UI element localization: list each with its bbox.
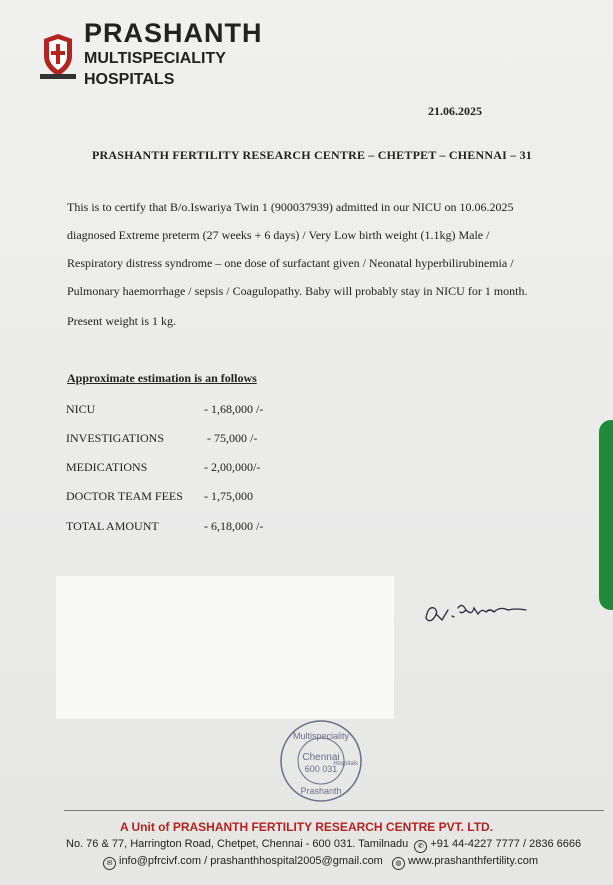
- footer-contact-line: [100, 855, 538, 870]
- estimation-label: DOCTOR TEAM FEES: [66, 489, 183, 503]
- footer-phone: +91 44-4227 7777 / 2836 6666: [430, 838, 582, 850]
- estimation-value: - 6,18,000 /-: [204, 519, 264, 533]
- email-icon: ✉: [103, 857, 116, 870]
- certificate-line: This is to certify that B/o.Iswariya Twin 1 (900037939) admitted in our NICU on 10.06.2025: [67, 200, 514, 214]
- certificate-line: Pulmonary haemorrhage / sepsis / Coagulopathy. Baby will probably stay in NICU for 1 month.: [67, 284, 528, 298]
- hospital-logo-icon: [40, 30, 76, 80]
- footer-address-line: [66, 838, 581, 853]
- footer-title: A Unit of PRASHANTH FERTILITY RESEARCH CENTRE PVT. LTD.: [119, 820, 494, 834]
- estimation-value: - 75,000 /-: [207, 431, 258, 445]
- footer-website: www.prashanthfertility.com: [407, 855, 538, 867]
- footer-address: No. 76 & 77, Harrington Road, Chetpet, Chennai - 600 031. Tamilnadu: [66, 838, 409, 850]
- footer-divider: [64, 810, 604, 811]
- hospital-logo-text: [84, 18, 263, 90]
- logo-line-2: MULTISPECIALITY: [84, 50, 226, 67]
- redacted-area: [56, 576, 394, 719]
- logo-line-1: PRASHANTH: [84, 18, 263, 48]
- document-date: 21.06.2025: [428, 104, 482, 118]
- seal-top-text: Multispeciality: [292, 731, 350, 741]
- seal-bottom-text: Prashanth: [300, 786, 342, 796]
- seal-pincode: 600 031: [304, 764, 338, 774]
- estimation-label: TOTAL AMOUNT: [66, 519, 159, 533]
- estimation-heading: Approximate estimation is an follows: [67, 371, 257, 385]
- doctor-signature: [422, 598, 534, 628]
- centre-title: PRASHANTH FERTILITY RESEARCH CENTRE – CHETPET – CHENNAI – 31: [92, 148, 532, 162]
- estimation-value: - 1,75,000: [204, 489, 253, 503]
- estimation-value: - 1,68,000 /-: [204, 402, 264, 416]
- certificate-line: Respiratory distress syndrome – one dose of surfactant given / Neonatal hyperbilirubinemia /: [67, 256, 514, 270]
- globe-icon: ◍: [392, 857, 405, 870]
- estimation-label: MEDICATIONS: [66, 460, 148, 474]
- certificate-line: diagnosed Extreme preterm (27 weeks + 6 days) / Very Low birth weight (1.1kg) Male /: [67, 228, 490, 242]
- green-folder-edge: [599, 420, 613, 610]
- estimation-label: INVESTIGATIONS: [66, 431, 164, 445]
- seal-side-text: Hospitals: [333, 761, 358, 767]
- estimation-value: - 2,00,000/-: [204, 460, 261, 474]
- logo-line-3: HOSPITALS: [84, 71, 175, 88]
- seal-city: Chennai: [302, 752, 340, 763]
- footer-email: info@pfrcivf.com / prashanthhospital2005@gmail.com: [119, 855, 383, 867]
- phone-icon: ✆: [414, 840, 427, 853]
- estimation-label: NICU: [66, 402, 96, 416]
- certificate-line: Present weight is 1 kg.: [67, 314, 176, 328]
- hospital-seal: [278, 718, 364, 804]
